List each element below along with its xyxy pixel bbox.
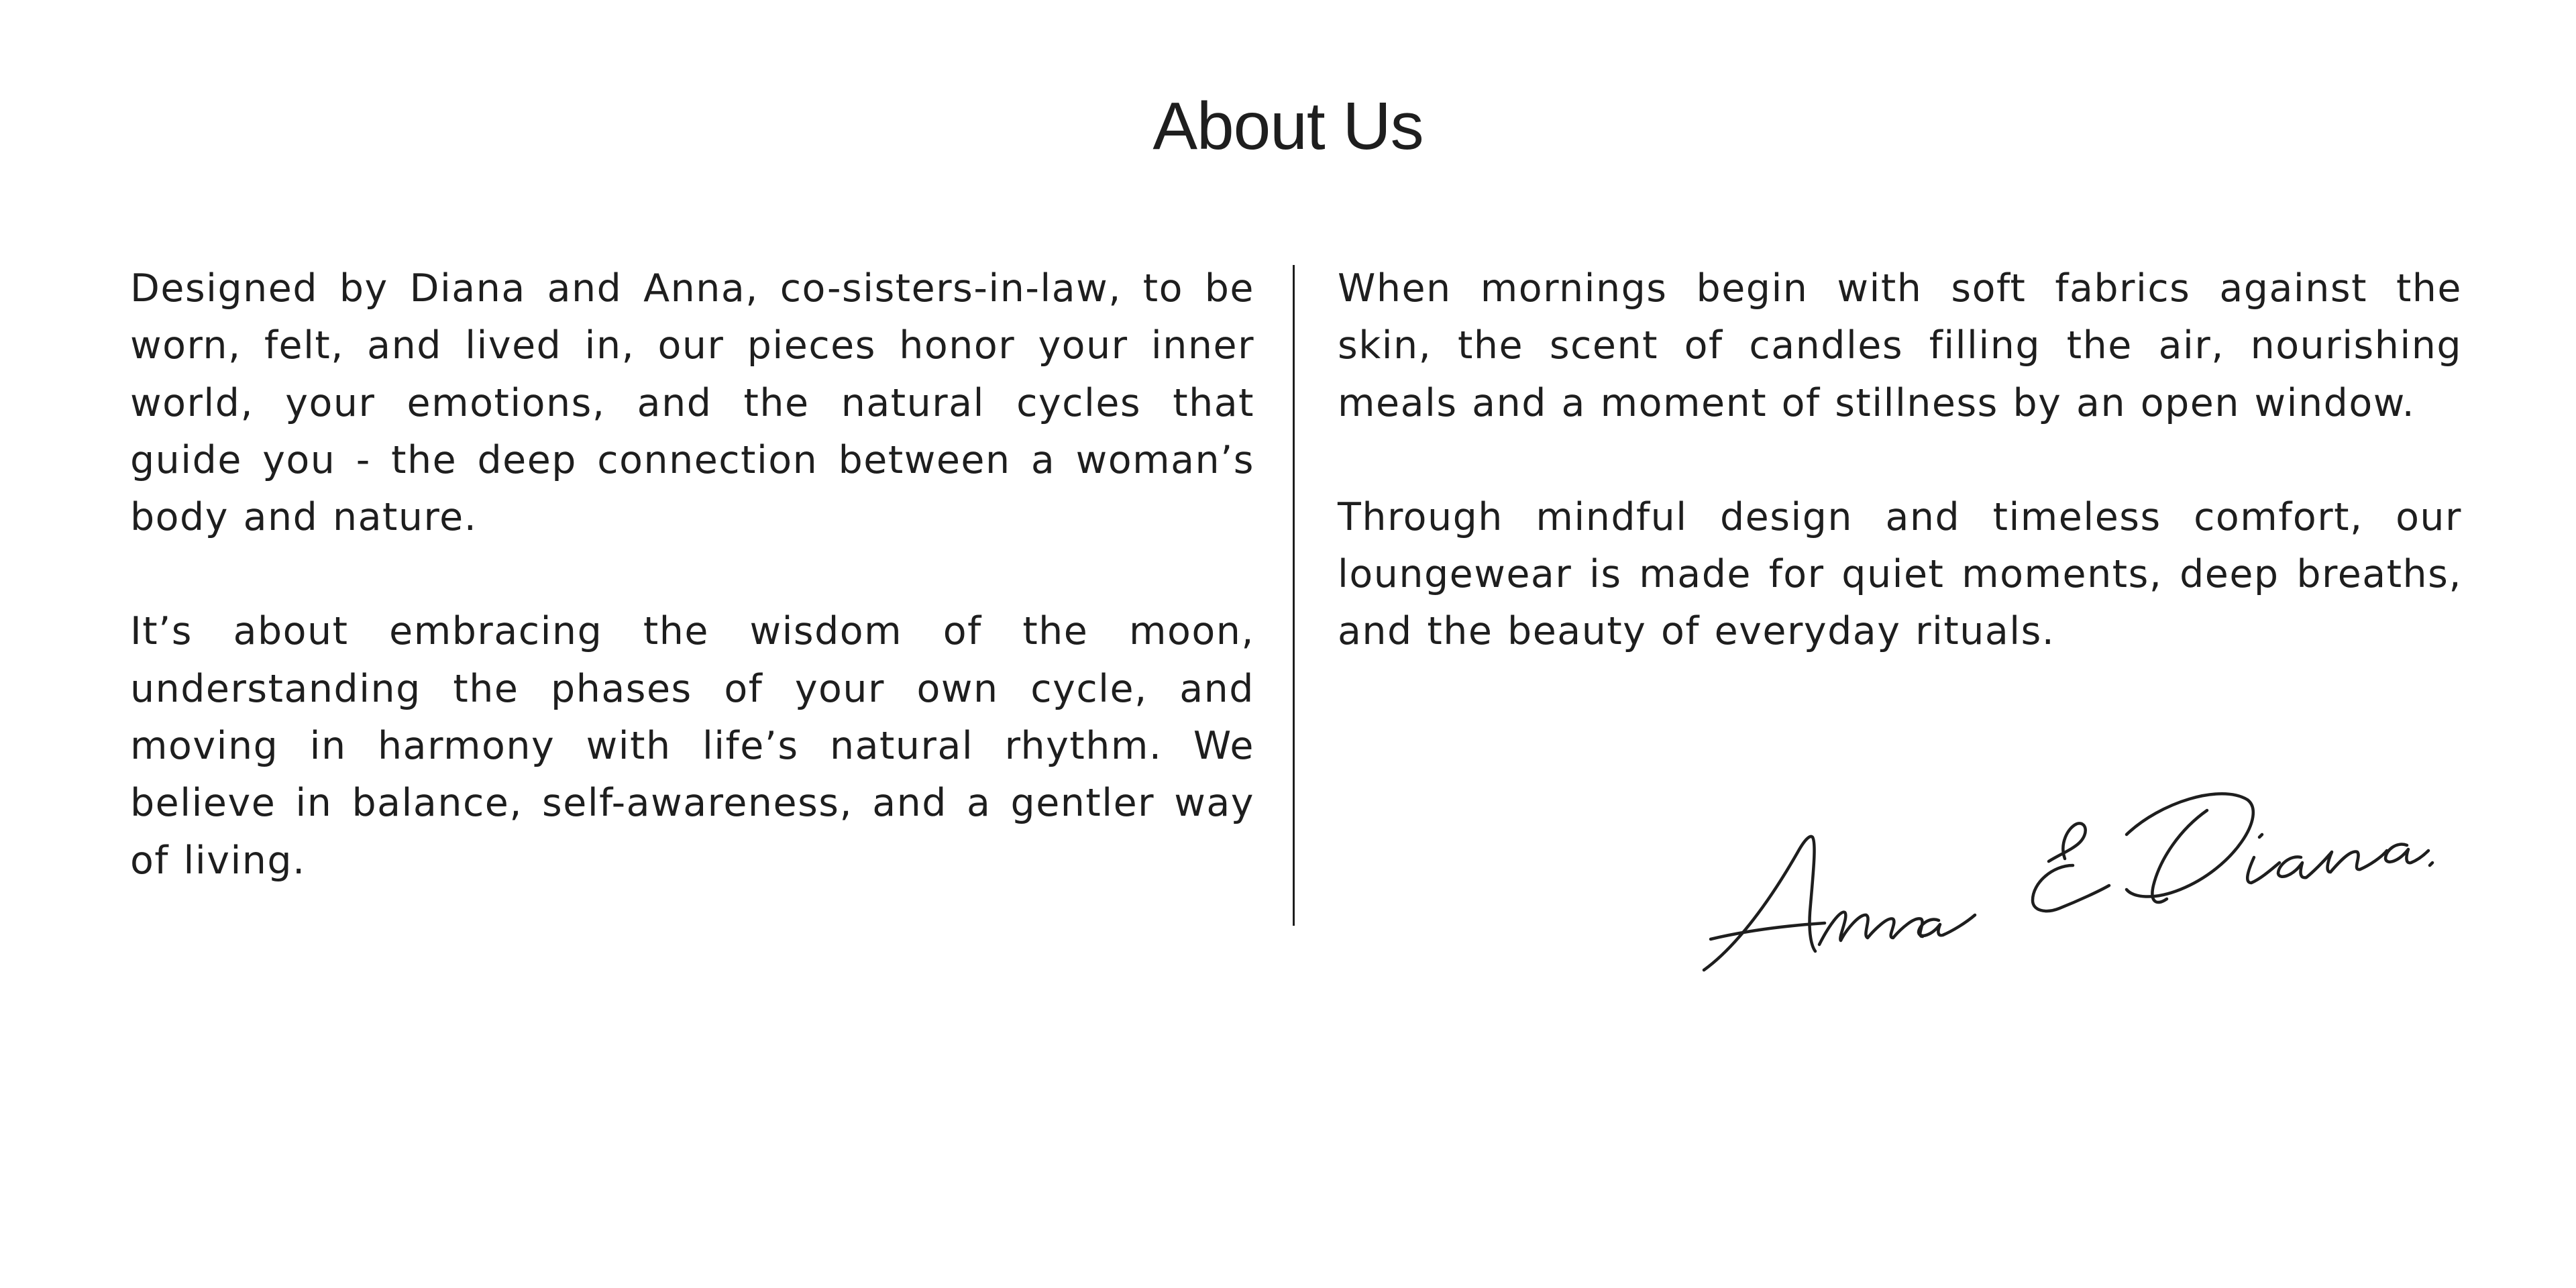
right-paragraph-1: When mornings begin with soft fabrics against the skin, the scent of candles filling the air, nourishing meals and a moment of stillness by an open window.	[1338, 266, 2462, 425]
column-divider	[1293, 265, 1295, 926]
page-title: About Us	[1152, 89, 1424, 164]
right-paragraph-2: Through mindful design and timeless comfort, our loungewear is made for quiet moments, deep breaths, and the beauty of everyday rituals.	[1338, 494, 2462, 654]
left-paragraph-2: It’s about embracing the wisdom of the moon, understanding the phases of your own cycle, and moving in harmony with life’s natural rhythm. We believe in balance, self-awareness, and a gentler way of living.	[130, 609, 1254, 883]
left-paragraph-1: Designed by Diana and Anna, co-sisters-in-law, to be worn, felt, and lived in, our pieces honor your inner world, your emotions, and the natural cycles that guide you - the deep connection between a woman’s body and nature.	[130, 266, 1254, 540]
right-column	[1338, 260, 2462, 718]
left-column	[130, 260, 1254, 947]
signature-image	[1697, 765, 2435, 986]
